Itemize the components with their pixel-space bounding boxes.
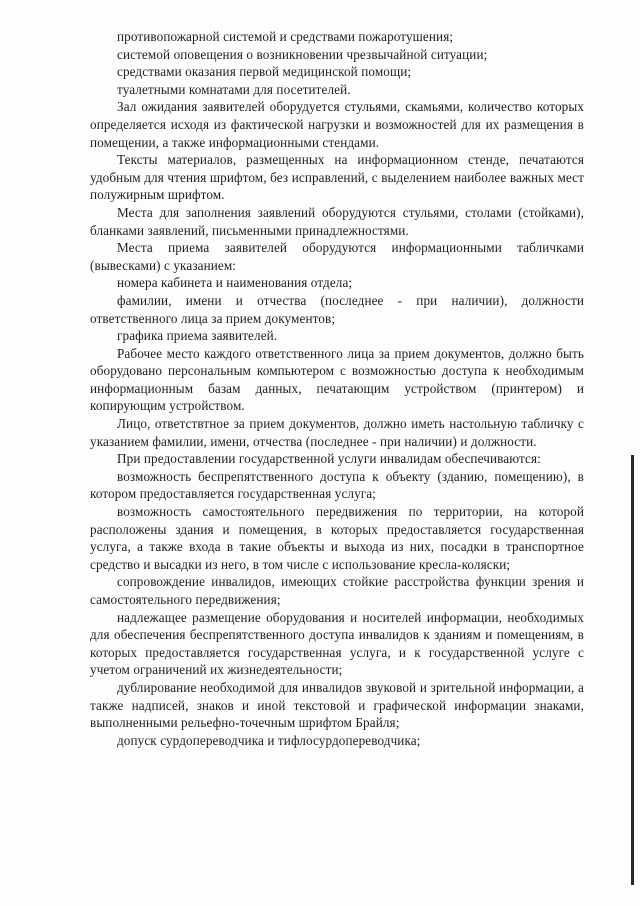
paragraph-unobstructed-access: возможность беспрепятственного доступа к объекту (зданию, помещению), в котором предоставляется государственная услуга;	[90, 468, 584, 502]
scan-edge-shadow	[631, 455, 634, 885]
document-body	[90, 28, 584, 749]
paragraph-reception-places: Места приема заявителей оборудуются информационными табличками (вывесками) с указанием:	[90, 240, 584, 273]
paragraph-duplication-braille: дублирование необходимой для инвалидов звуковой и зрительной информации, а также надписей, знаков и иной текстовой и графической информации знаками, выполненными рельефно-точечным шрифтом Брайля;	[90, 679, 584, 731]
paragraph-info-stand-texts: Тексты материалов, размещенных на информационном стенде, печатаются удобным для чтения шрифтом, без исправлений, с выделением наиболее важных мест полужирным шрифтом.	[90, 152, 584, 203]
paragraph-disabled-provisions: При предоставлении государственной услуги инвалидам обеспечиваются:	[117, 451, 541, 467]
paragraph-fire-system: противопожарной системой и средствами пожаротушения;	[117, 29, 454, 44]
paragraph-responsible-person-name: фамилии, имени и отчества (последнее - при наличии), должности ответственного лица за прием документов;	[90, 292, 584, 326]
paragraph-equipment-placement: надлежащее размещение оборудования и носителей информации, необходимых для обеспечения беспрепятственного доступа инвалидов к зданиям и помещениям, в которых предоставляется государственная услуга, и к государственной услуге с учетом ограничений их жизнедеятельности;	[90, 609, 584, 678]
paragraph-independent-movement: возможность самостоятельного передвижения по территории, на которой расположены здания и помещения, в которых предоставляется государственная услуга, а также входа в такие объекты и выхода из них, посадки в транспортное средство и высадки из него, в том числе с использование кресла-коляски;	[90, 504, 584, 572]
paragraph-escort: сопровождение инвалидов, имеющих стойкие расстройства функции зрения и самостоятельного передвижения;	[90, 574, 584, 607]
paragraph-interpreter-admission: допуск сурдопереводчика и тифлосурдопереводчика;	[117, 732, 421, 748]
paragraph-workplace: Рабочее место каждого ответственного лица за прием документов, должно быть оборудовано персональным компьютером с возможностью доступа к необходимым информационным базам данных, печатающим устройством (принтером) и копирующим устройством.	[90, 345, 584, 414]
paragraph-toilets: туалетными комнатами для посетителей.	[117, 81, 351, 97]
paragraph-warning-system: системой оповещения о возникновении чрезвычайной ситуации;	[117, 46, 488, 62]
paragraph-first-aid: средствами оказания первой медицинской помощи;	[117, 64, 412, 80]
paragraph-office-number: номера кабинета и наименования отдела;	[117, 275, 353, 291]
paragraph-desk-sign: Лицо, ответствтное за прием документов, должно иметь настольную табличку с указанием фамилии, имени, отчества (последнее - при наличии) и должности.	[90, 416, 584, 449]
paragraph-waiting-hall: Зал ожидания заявителей оборудуется стульями, скамьями, количество которых определяется исходя из фактической нагрузки и возможностей для их размещения в помещении, а также информационными стендами.	[90, 99, 584, 150]
paragraph-form-filling-places: Места для заполнения заявлений оборудуются стульями, столами (стойками), бланками заявлений, письменными принадлежностями.	[90, 204, 584, 238]
paragraph-reception-schedule: графика приема заявителей.	[117, 328, 278, 344]
